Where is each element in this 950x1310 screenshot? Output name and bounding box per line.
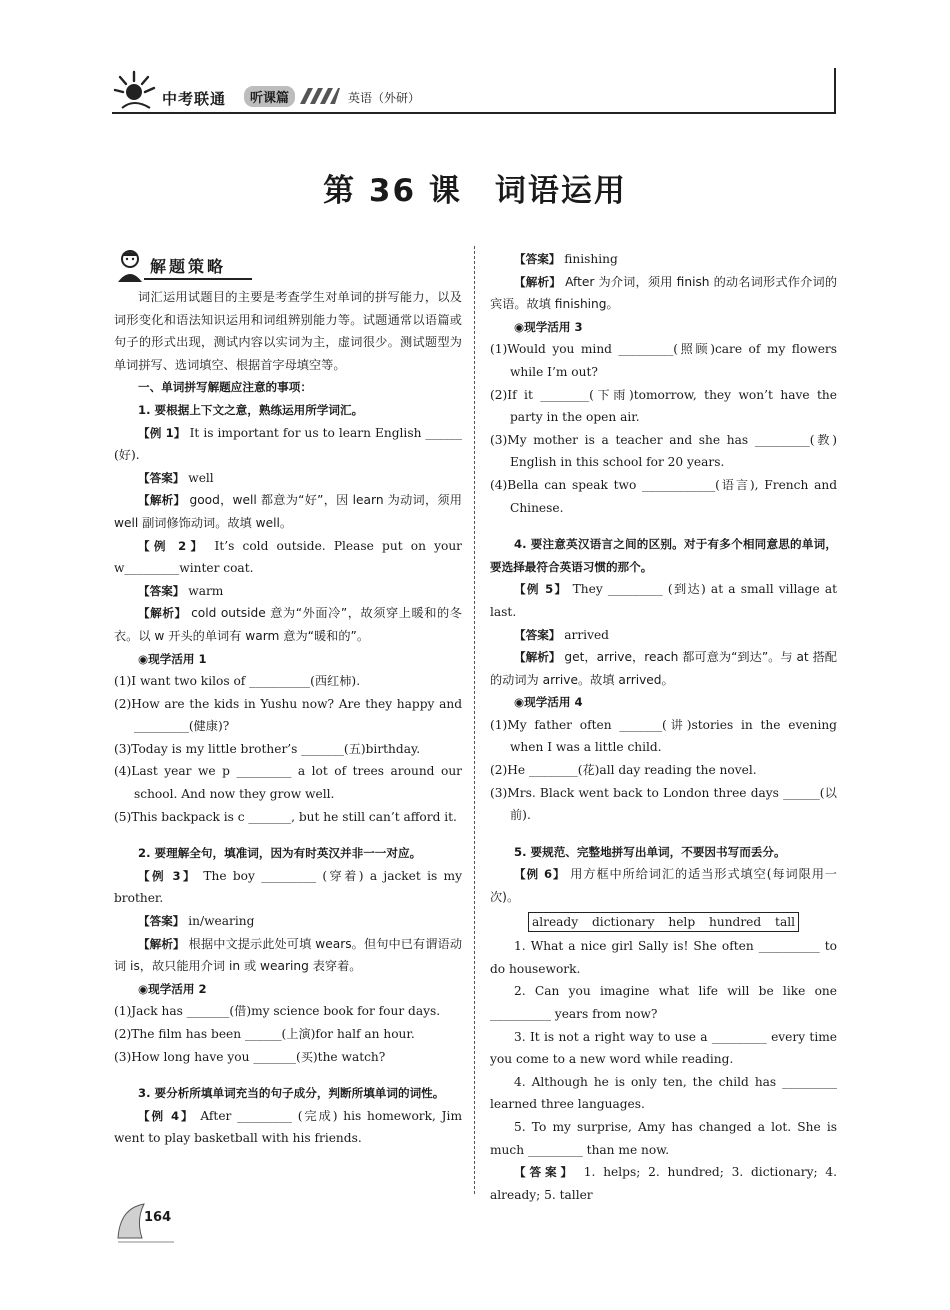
banner-title: 解题策略 (150, 257, 227, 276)
answer-6 (490, 1161, 837, 1206)
example-4 (114, 1105, 462, 1150)
example-text: It’s cold outside. Please put on your w_________winter coat. (114, 538, 463, 576)
example6-item: 2. Can you imagine what life will be like one __________ years from now? (490, 984, 837, 1021)
analysis-label: 【解析】 (514, 650, 561, 665)
answer-2 (114, 580, 462, 603)
analysis-text: After 为介词，须用 finish 的动名词形式作介词的宾语。故填 finishing。 (490, 274, 838, 312)
section1-heading: 一、单词拼写解题应注意的事项： (138, 380, 312, 395)
header-rule (112, 112, 836, 114)
practice1-item: (1)I want two kilos of __________(西红柿). (114, 674, 361, 689)
analysis-label: 【解析】 (138, 493, 186, 508)
teacher-figure-icon (114, 248, 146, 282)
analysis-label: 【解析】 (514, 274, 562, 289)
practice3-item: (2)If it ________(下雨)tomorrow, they won’t have the party in the open air. (490, 387, 837, 425)
sun-logo-icon (112, 68, 160, 112)
decorative-stripes-icon (300, 88, 340, 104)
answer-label: 【答案】 (138, 470, 185, 485)
strategy-banner (114, 248, 462, 282)
example-text: After _________ (完成) his homework, Jim went to play basketball with his friends. (114, 1108, 463, 1146)
answer-text: in/wearing (188, 914, 255, 929)
page-header (112, 68, 836, 116)
analysis-label: 【解析】 (138, 606, 187, 621)
analysis-text: 根据中文提示此处可填 wears。但句中已有谓语动词 is，故只能用介词 in 或 wearing 表穿着。 (114, 936, 463, 974)
analysis-text: get，arrive，reach 都可意为“到达”。与 at 搭配的动词为 arrive。故填 arrived。 (490, 650, 837, 687)
word-box: already dictionary help hundred tall (528, 912, 799, 932)
practice4-item: (2)He ________(花)all day reading the novel. (490, 763, 757, 778)
practice1-item: (5)This backpack is c _______, but he still can’t afford it. (114, 809, 457, 824)
practice4-item: (1)My father often _______(讲)stories in the evening when I was a little child. (490, 717, 837, 755)
subject-label: 英语（外研） (348, 91, 421, 105)
answer-text: well (188, 470, 214, 485)
intro-paragraph: 词汇运用试题目的主要是考查学生对单词的拼写能力，以及词形变化和语法知识运用和词组辨别能力等。试题通常以语篇或句子的形式出现，测试内容以实词为主，虚词很少。测试题型为单词拼写、选词填空、根据首字母填空等。 (114, 290, 462, 372)
point2-heading: 2. 要理解全句，填准词，因为有时英汉并非一一对应。 (138, 846, 422, 861)
answer-label: 【答案】 (138, 583, 185, 598)
example6-item: 1. What a nice girl Sally is! She often __________ to do housework. (490, 939, 837, 976)
practice3-item: (1)Would you mind _________(照顾)care of my flowers while I’m out? (490, 342, 837, 379)
section-tag: 听课篇 (244, 86, 295, 107)
example-text: It is important for us to learn English ______ (好). (114, 425, 462, 463)
example-2 (114, 535, 462, 580)
practice3-item: (3)My mother is a teacher and she has _________(教) English in this school for 20 years. (490, 432, 837, 470)
point5-heading: 5. 要规范、完整地拼写出单词，不要因书写而丢分。 (514, 844, 786, 859)
answer-label: 【答案】 (514, 627, 561, 642)
point4-heading: 4. 要注意英汉语言之间的区别。对于有多个相同意思的单词，要选择最符合英语习惯的那个。 (490, 537, 837, 574)
word-box-row (490, 911, 837, 934)
answer-label: 【答案】 (514, 252, 561, 266)
banner-underline (144, 278, 252, 280)
left-column (114, 248, 462, 1150)
analysis-4 (490, 271, 837, 316)
practice1-heading: ◉现学活用 1 (138, 651, 207, 666)
example-label: 【例 4】 (138, 1108, 195, 1123)
example-1 (114, 422, 462, 467)
practice2-item: (2)The film has been ______(上演)for half an hour. (114, 1027, 415, 1041)
analysis-3 (114, 933, 462, 978)
example6-item: 4. Although he is only ten, the child has _________ learned three languages. (490, 1074, 837, 1112)
example-3 (114, 865, 462, 910)
analysis-label: 【解析】 (138, 936, 185, 951)
answer-5 (490, 624, 837, 647)
answer-text: arrived (564, 627, 609, 642)
answer-text: finishing (564, 252, 618, 266)
example6-item: 5. To my surprise, Amy has changed a lot. She is much _________ than me now. (490, 1119, 837, 1157)
header-corner-rule (834, 68, 836, 114)
practice3-item: (4)Bella can speak two ____________(语言), French and Chinese. (490, 477, 837, 515)
answer-1 (114, 467, 462, 490)
answer-label: 【答案】 (514, 1165, 577, 1180)
practice4-heading: ◉现学活用 4 (514, 695, 583, 710)
practice1-item: (3)Today is my little brother’s _______(五)birthday. (114, 741, 421, 756)
practice2-item: (3)How long have you _______(买)the watch? (114, 1049, 386, 1064)
example-6 (490, 863, 837, 908)
example-label: 【例 6】 (514, 867, 566, 882)
answer-text: warm (188, 583, 224, 598)
analysis-5 (490, 646, 837, 691)
brand-name: 中考联通 (162, 90, 227, 108)
answer-label: 【答案】 (138, 914, 185, 929)
practice3-heading: ◉现学活用 3 (514, 319, 583, 334)
example6-item: 3. It is not a right way to use a _________ every time you come to a new word while reading. (490, 1029, 837, 1067)
example-label: 【例 1】 (138, 425, 186, 440)
example-text: They _________ (到达) at a small village at last. (490, 582, 838, 619)
example-label: 【例 2】 (138, 538, 207, 553)
example-text: The boy _________ (穿着) a jacket is my brother. (114, 868, 462, 906)
practice2-item: (1)Jack has _______(借)my science book for four days. (114, 1004, 441, 1019)
example-text: 用方框中所给词汇的适当形式填空(每词限用一次)。 (490, 867, 837, 905)
practice2-heading: ◉现学活用 2 (138, 981, 207, 996)
example-5 (490, 578, 837, 623)
answer-4 (490, 248, 837, 271)
page-number-badge (114, 1198, 176, 1244)
analysis-1 (114, 489, 462, 534)
page-number: 164 (144, 1210, 172, 1225)
point3-heading: 3. 要分析所填单词充当的句子成分，判断所填单词的词性。 (138, 1086, 445, 1101)
example-label: 【例 5】 (514, 582, 568, 597)
column-divider (474, 246, 475, 1194)
answer-text: 1. helps; 2. hundred; 3. dictionary; 4. already; 5. taller (490, 1165, 837, 1202)
analysis-text: good，well 都意为“好”，因 learn 为动词，须用 well 副词修饰动词。故填 well。 (114, 493, 462, 530)
practice1-item: (4)Last year we p _________ a lot of trees around our school. And now they grow well. (114, 764, 462, 802)
right-column (490, 248, 837, 1206)
example-label: 【例 3】 (138, 868, 198, 883)
page-title: 第 36 课 词语运用 (323, 173, 627, 209)
practice4-item: (3)Mrs. Black went back to London three days ______(以前). (490, 785, 837, 823)
answer-3 (114, 910, 462, 933)
analysis-2 (114, 602, 462, 647)
practice1-item: (2)How are the kids in Yushu now? Are they happy and _________(健康)? (114, 696, 462, 734)
point1-heading: 1. 要根据上下文之意，熟练运用所学词汇。 (138, 402, 364, 417)
analysis-text: cold outside 意为“外面冷”，故须穿上暖和的冬衣。以 w 开头的单词有 warm 意为“暖和的”。 (114, 606, 462, 643)
